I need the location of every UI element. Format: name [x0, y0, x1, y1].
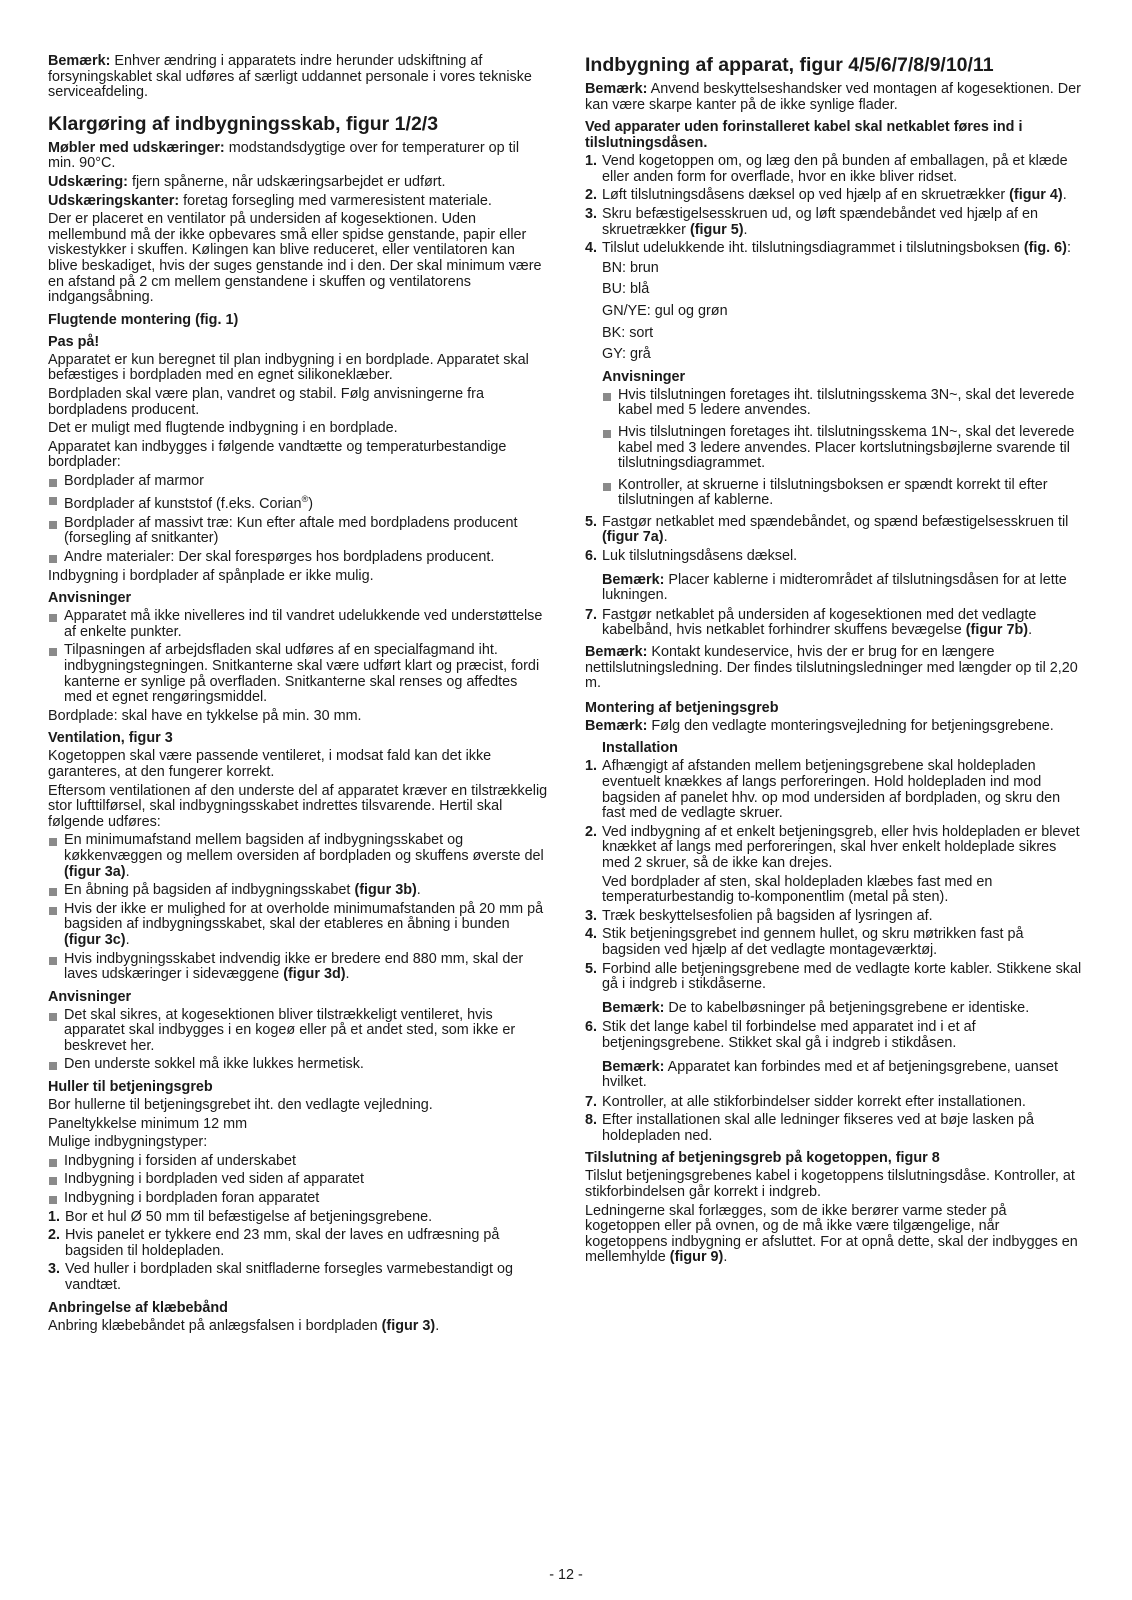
list-item: 7. Fastgør netkablet på undersiden af kogesektionen med det vedlagte kabelbånd, hvis netkablet forhindrer skuffens bevægelse (figur 7b).	[585, 606, 1037, 639]
color-code: BK: sort	[602, 324, 654, 341]
color-code: GN/YE: gul og grøn	[602, 302, 728, 319]
subheading-ventilation: Ventilation, figur 3	[48, 730, 173, 747]
note-paragraph: Bemærk: Enhver ændring i apparatets indre herunder udskiftning af forsyningskablet skal udføres af særligt uddannet personale i vores tekniske serviceafdeling.	[48, 53, 532, 101]
subheading-uden-kabel: Ved apparater uden forinstalleret kabel skal netkablet føres ind i tilslutningsdåsen.	[585, 119, 1023, 152]
list-item: Hvis tilslutningen foretages iht. tilslutningsskema 3N~, skal det leverede kabel med 5 ledere anvendes.	[602, 388, 1085, 419]
list-item: Apparatet må ikke nivelleres ind til vandret udelukkende ved understøttelse af enkelte punkter.	[48, 609, 548, 640]
list-item: 7. Kontroller, at alle stikforbindelser sidder korrekt efter installationen.	[585, 1093, 1026, 1110]
list-item: Indbygning i bordpladen ved siden af apparatet	[48, 1172, 548, 1188]
paragraph-ledninger: Ledningerne skal forlægges, som de ikke berører varme steder på kogetoppen eller på ovnen, og de må ikke være tilgængelige, når kogetoppens indbygning er afsluttet. For at opnå dette, skal der indbygges en mellemhylde (figur 9).	[585, 1202, 1078, 1266]
bullet-list-typer	[48, 1154, 548, 1207]
list-item: Bordplader af marmor	[48, 474, 548, 490]
registered-mark: ®	[301, 494, 309, 505]
list-item: Hvis der ikke er mulighed for at overholde minimumafstanden på 20 mm på bagsiden af indbygningsskabet, skal der etableres en åbning i bunden (figur 3c).	[48, 902, 548, 949]
numbered-list-tilslutning-2	[585, 515, 1085, 639]
list-item: 8. Efter installationen skal alle ledninger fikseres ved at bøje lasken på holdepladen ned.	[585, 1112, 1034, 1144]
subheading-tilslutning-greb: Tilslutning af betjeningsgreb på kogetoppen, figur 8	[585, 1150, 940, 1167]
list-item: 2. Hvis panelet er tykkere end 23 mm, skal der laves en udfræsning på bagsiden til holdepladen.	[48, 1227, 500, 1259]
section-heading-klargoring: Klargøring af indbygningsskab, figur 1/2/3	[48, 112, 439, 135]
paragraph-tykkelse: Bordplade: skal have en tykkelse på min. 30 mm.	[48, 707, 362, 724]
bullet-list-bordplader	[48, 474, 548, 566]
list-item: Bordplader af massivt træ: Kun efter aftale med bordpladens producent (forsegling af snitkanter)	[48, 516, 548, 547]
paragraph-tilslut: Tilslut betjeningsgrebenes kabel i kogetoppens tilslutningsdåse. Kontroller, at stikforbindelsen går korrekt i indgreb.	[585, 1168, 1075, 1201]
paragraph-mulige: Mulige indbygningstyper:	[48, 1134, 208, 1151]
numbered-list-huller	[48, 1210, 548, 1294]
paragraph-bordplade: Bordpladen skal være plan, vandret og stabil. Følg anvisningerne fra bordpladens producent.	[48, 385, 484, 418]
paragraph-sten: Ved bordplader af sten, skal holdepladen klæbes fast med en temperaturbestandig to-komponentlim (metal på sten).	[602, 873, 993, 906]
list-item: En minimumafstand mellem bagsiden af indbygningsskabet og køkkenvæggen og mellem oversiden af bordpladen og skuffens øverste del (figur 3a).	[48, 833, 548, 880]
paragraph-bor: Bor hullerne til betjeningsgrebet iht. den vedlagte vejledning.	[48, 1097, 433, 1114]
list-item: 3. Træk beskyttelsesfolien på bagsiden af lysringen af.	[585, 907, 933, 924]
paragraph-ventilator: Der er placeret en ventilator på undersiden af kogesektionen. Uden mellembund må der ikke opbevares små eller spidse genstande, papir eller viskestykker i skuffen. Kølingen kan blive reduceret, eller ventilatoren kan blive beskadiget, hvis der suges genstande ind i den. Der skal minimum være en afstand på 2 cm mellem genstandene i skuffen og ventilatorens indgangsåbning.	[48, 211, 542, 306]
note-paragraph: Bemærk: Apparatet kan forbindes med et af betjeningsgrebene, uanset hvilket.	[602, 1058, 1059, 1091]
subheading-anvisninger-2: Anvisninger	[48, 988, 132, 1005]
list-item: 1. Bor et hul Ø 50 mm til befæstigelse af betjeningsgrebene.	[48, 1208, 433, 1225]
subheading-anvisninger: Anvisninger	[602, 368, 686, 385]
list-item: Det skal sikres, at kogesektionen bliver tilstrækkeligt ventileret, hvis apparatet skal indbygges i en kogeø eller på et andet sted, som ikke er beskrevet her.	[48, 1008, 548, 1055]
list-item: 2. Løft tilslutningsdåsens dæksel op ved hjælp af en skruetrækker (figur 4).	[585, 187, 1067, 204]
paragraph-klaebebaand: Anbring klæbebåndet på anlægsfalsen i bordpladen (figur 3).	[48, 1317, 440, 1334]
bullet-list-anvisninger	[602, 388, 1085, 509]
color-code: BN: brun	[602, 259, 659, 276]
paragraph-plan: Apparatet er kun beregnet til plan indbygning i en bordplade. Apparatet skal befæstiges i bordpladen med en egnet silikoneklæber.	[48, 351, 529, 384]
list-item: Hvis indbygningsskabet indvendig ikke er bredere end 880 mm, skal der laves udskæringer i sidevæggene (figur 3d).	[48, 952, 548, 983]
note-paragraph: Bemærk: Kontakt kundeservice, hvis der er brug for en længere nettilslutningsledning. Der findes tilslutningsledninger med længder op til 2,20 m.	[585, 644, 1078, 692]
list-item: 5. Fastgør netkablet med spændebåndet, og spænd befæstigelsesskruen til (figur 7a).	[585, 513, 1069, 546]
list-item: Indbygning i forsiden af underskabet	[48, 1154, 548, 1170]
list-item: En åbning på bagsiden af indbygningsskabet (figur 3b).	[48, 883, 548, 899]
paragraph-panel: Paneltykkelse minimum 12 mm	[48, 1115, 248, 1132]
paragraph-ventilation-2: Eftersom ventilationen af den underste del af apparatet kræver en tilstrækkelig stor lufttilførsel, skal indbygningsskabet indrettes tilsvarende. Hertil skal følgende udføres:	[48, 782, 548, 830]
right-column	[585, 54, 1085, 1269]
left-column	[48, 54, 548, 1337]
list-item: 4. Tilslut udelukkende iht. tilslutningsdiagrammet i tilslutningsboksen (fig. 6):	[585, 240, 1071, 257]
subheading-montering: Montering af betjeningsgreb	[585, 699, 779, 716]
list-item: 6. Stik det lange kabel til forbindelse med apparatet ind i et af betjeningsgrebene. Stikket skal gå i indgreb i stikdåsen. Bemærk: Apparatet kan forbindes med et af betjeningsgrebene, uanset hvilket.	[585, 1020, 1085, 1090]
subheading-flugtende: Flugtende montering (fig. 1)	[48, 311, 239, 328]
paragraph-kan: Apparatet kan indbygges i følgende vandtætte og temperaturbestandige bordplader:	[48, 438, 507, 471]
subheading-pas-paa: Pas på!	[48, 333, 100, 350]
list-item: 4. Stik betjeningsgrebet ind gennem hullet, og skru møtrikken fast på bagsiden ved hjælp af det vedlagte montageværktøj.	[585, 926, 1024, 958]
subheading-huller: Huller til betjeningsgreb	[48, 1079, 213, 1096]
note-paragraph: Bemærk: Placer kablerne i midterområdet af tilslutningsdåsen for at lette lukningen.	[602, 571, 1067, 604]
color-code: GY: grå	[602, 346, 651, 363]
list-item: Tilpasningen af arbejdsfladen skal udføres af en specialfagmand iht. indbygningstegningen. Snitkanterne skal være udført klart og præcist, fordi kanterne er synlige på overfladen. Snitkanterne skal renses og affedtes med et egnet rengøringsmiddel.	[48, 643, 548, 705]
list-item: 5. Forbind alle betjeningsgrebene med de vedlagte korte kabler. Stikkene skal gå i indgreb i stikdåserne. Bemærk: De to kabelbøsninger på betjeningsgrebene er identiske.	[585, 962, 1085, 1017]
color-code: BU: blå	[602, 281, 650, 298]
list-item: 1. Afhængigt af afstanden mellem betjeningsgrebene skal holdepladen eventuelt knækkes af langs perforeringen. Hold holdepladen ind mod bagsiden af panelet hhv. op mod undersiden af bordpladen, og skru den fast med de vedlagte skruer.	[585, 758, 1061, 822]
subheading-installation: Installation	[602, 740, 678, 757]
list-item: Den underste sokkel må ikke lukkes hermetisk.	[48, 1057, 548, 1073]
paragraph-udskaering: Udskæring: fjern spånerne, når udskæringsarbejdet er udført.	[48, 173, 446, 190]
paragraph-muligt: Det er muligt med flugtende indbygning i en bordplade.	[48, 420, 398, 437]
note-paragraph: Bemærk: Anvend beskyttelseshandsker ved montagen af kogesektionen. Der kan være skarpe kanter på de ikke synlige flader.	[585, 81, 1081, 113]
subheading-klaebebaand: Anbringelse af klæbebånd	[48, 1299, 228, 1316]
bullet-list-anvisninger	[48, 609, 548, 706]
list-item: Hvis tilslutningen foretages iht. tilslutningsskema 1N~, skal det leverede kabel med 3 ledere anvendes. Placer kortslutningsbøjlerne svarende til tilslutningsdiagrammet.	[602, 425, 1085, 472]
page-number: - 12 -	[549, 1567, 583, 1583]
numbered-list-installation	[585, 759, 1085, 1144]
list-item: Kontroller, at skruerne i tilslutningsboksen er spændt korrekt til efter tilslutningen af kablerne.	[602, 478, 1085, 509]
paragraph-kanter: Udskæringskanter: foretag forsegling med varmeresistent materiale.	[48, 192, 492, 209]
note-paragraph: Bemærk: De to kabelbøsninger på betjeningsgrebene er identiske.	[602, 999, 1030, 1016]
paragraph-spaanplade: Indbygning i bordplader af spånplade er ikke mulig.	[48, 567, 374, 584]
list-item: 2. Ved indbygning af et enkelt betjeningsgreb, eller hvis holdepladen er blevet knækket af langs med perforeringen, skal hver enkelt holdeplade sikres med 2 skruer, så de ikke kan drejes. Ved bordplader af sten, skal holdepladen klæbes fast med en temperaturbestandig to-komponentlim (metal på sten).	[585, 825, 1085, 906]
list-item: Bordplader af kunststof (f.eks. Corian®)	[48, 492, 548, 512]
bullet-list-anvisninger-2	[48, 1008, 548, 1073]
list-item: 3. Ved huller i bordpladen skal snitfladerne forsegles varmebestandigt og vandtæt.	[48, 1261, 513, 1294]
paragraph-ventilation-1: Kogetoppen skal være passende ventileret, i modsat fald kan det ikke garanteres, at den fungerer korrekt.	[48, 748, 492, 780]
section-heading-indbygning: Indbygning af apparat, figur 4/5/6/7/8/9/10/11	[585, 54, 994, 76]
note-paragraph: Bemærk: Følg den vedlagte monteringsvejledning for betjeningsgrebene.	[585, 717, 1054, 734]
bullet-list-ventilation	[48, 833, 548, 982]
subheading-anvisninger: Anvisninger	[48, 590, 132, 607]
color-legend	[585, 261, 1085, 509]
list-item: Andre materialer: Der skal forespørges hos bordpladens producent.	[48, 550, 548, 566]
list-item: Indbygning i bordpladen foran apparatet	[48, 1191, 548, 1207]
list-item: 6. Luk tilslutningsdåsens dæksel. Bemærk: Placer kablerne i midterområdet af tilslutningsdåsen for at lette lukningen.	[585, 549, 1085, 604]
numbered-list-tilslutning	[585, 154, 1085, 257]
paragraph-mobler: Møbler med udskæringer: modstandsdygtige over for temperaturer op til min. 90°C.	[48, 139, 520, 172]
list-item: 1. Vend kogetoppen om, og læg den på bunden af emballagen, på et klæde eller anden form for overflade, hvor en ikke bliver ridset.	[585, 153, 1068, 185]
list-item: 3. Skru befæstigelsesskruen ud, og løft spændebåndet ved hjælp af en skruetrækker (figur 5).	[585, 205, 1038, 238]
